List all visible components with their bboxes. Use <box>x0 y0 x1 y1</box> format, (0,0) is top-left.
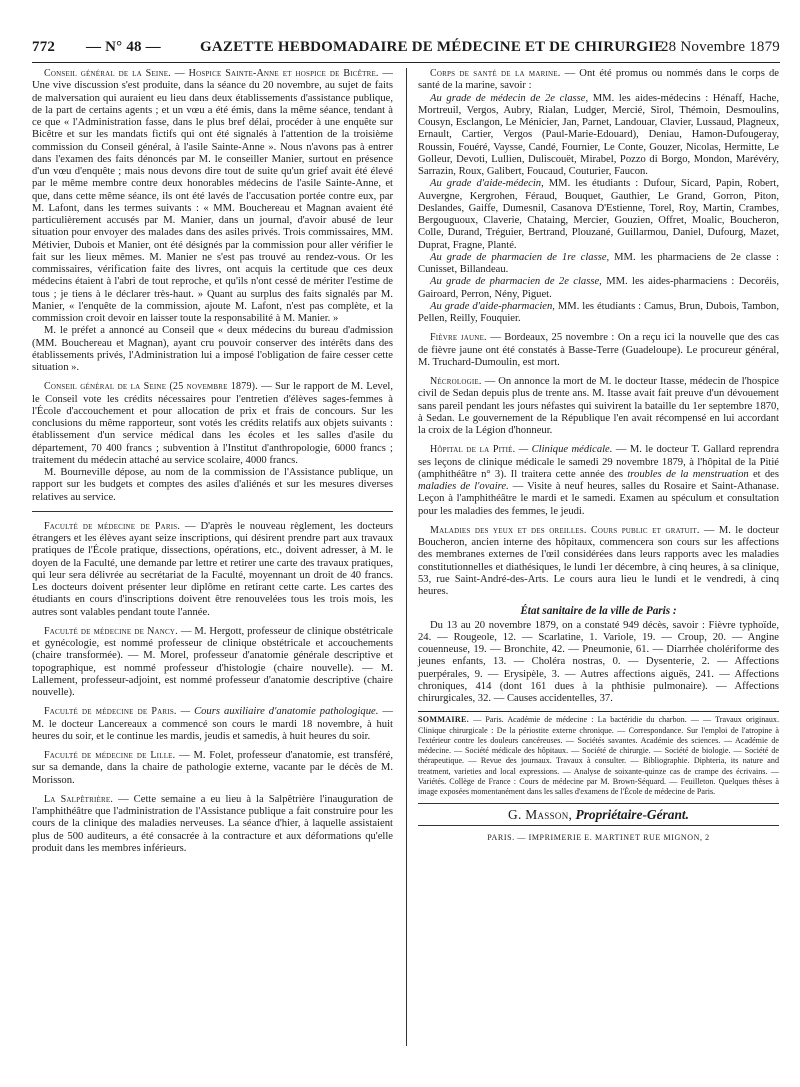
article-label: Faculté de médecine de Paris. <box>44 520 181 532</box>
sommaire <box>418 711 779 797</box>
article-fievre-jaune <box>418 332 779 369</box>
grade-title: Au grade de pharmacien de 1re classe, <box>430 251 610 263</box>
article-label: Faculté de médecine de Paris. <box>44 706 177 718</box>
article-faculte-lille <box>32 750 393 787</box>
article-text: — Une vive discussion s'est produite, dans la séance du 20 novembre, au sujet de faits de malversation qui auraient eu lieu dans deux établissements d'assistance publique, de la part de certains agents ; et un vœu a été émis, dans la même séance, tendant à ce que « l'Administration fasse, dans le plus bref délai, procéder à une enquête sur Bicêtre et sur les mandats fictifs qui ont été signalés à l'attention de la troisième commission du Conseil général, à l'asile Sainte-Anne ». Nous n'avons pas à entrer dans l'examen des faits dénoncés par M. le conseiller Manier, surtout en présence d'un vœu d'enquête ; mais nous devons dire tout de suite qu'un grief avait été élevé par le même membre contre deux honorables médecins de l'asile Sainte-Anne, et que, dans cette même séance, ils ont été lavés de l'accusation portée contre eux, par M. Lafont, dans les termes suivants : « MM. Bouchereau et Magnan avaient été particulièrement accusés par M. Manier, dans un journal, d'avoir abusé de leur situation pour envoyer des malades dans des asiles privés. Trois commissaires, MM. Métivier, Dubois et Manier, ont été désignés par la commission pour aller vérifier le fait sur les lieux mêmes. M. Manier ne s'est pas trouvé au rendez-vous. Or les commissaires, vérification faite des livres, ont acquis la certitude que ces deux médecins étaient à l'abri de tout reproche, et qu'ils n'ont cessé de mériter l'estime de tous ; je tiens à le déclarer très-haut. » Quant au surplus des faits signalés par M. Manier, « l'enquête de la commission, ajoute M. Lafont, n'est pas complète, et la commission croit devoir en laisser toute la responsabilité à M. Manier. » <box>32 68 393 324</box>
etat-sanitaire-text: Du 13 au 20 novembre 1879, on a constaté 949 décès, savoir : Fièvre typhoïde, 24. — Rougeole, 12. — Scarlatine, 1. Variole, 19. — Croup, 20. — Angine couenneuse, 19. — Bronchite, 42. — Pneumonie, 61. — Diarrhée cholériforme des jeunes enfants, 13. — Choléra nostras, 0. — Dysenterie, 2. — Affections puerpérales, 9. — Erysipèle, 3. — Autres affections aiguës, 241. — Affections chroniques, 414 (dont 161 dues à la phthisie pulmonaire). — Affections chirurgicales, 32. — Causes accidentelles, 37. <box>418 619 779 704</box>
article-label: Faculté de médecine de Lille. <box>44 750 176 761</box>
journal-title: GAZETTE HEBDOMADAIRE DE MÉDECINE ET DE CHIRURGIE <box>200 39 665 55</box>
article-emphasis: troubles de la menstruation <box>627 468 749 480</box>
etat-sanitaire-title: État sanitaire de la ville de Paris : <box>520 605 677 618</box>
page-header <box>32 36 780 63</box>
article-text: — M. le docteur T. Gallard reprendra ses leçons de clinique médicale le samedi 29 novembre 1879, à l'hôpital de la Pitié (amphithéâtre n° 3). Il traitera cette année des <box>418 444 779 480</box>
grade-list: MM. les étudiants : Dufour, Sicard, Papin, Robert, Auvergne, Kergrohen, Féraud, Bouquet, Gauthier, Le Grand, Gorron, Piton, Deslandes, Gaiffe, Dumesnil, Casanova D'Estienne, Torel, Roy, Martin, Crambes, Bergouguoux, Claverie, Chataing, Mercier, Gouzien, Offret, Moalic, Boucheron, Colle, Durand, Tréguier, Bertrand, Plouzané, Guillarmou, Daniel, Dufourg, Mazet, Duprat, Fragne, Planté. <box>418 178 779 251</box>
grade-title: Au grade de médecin de 2e classe, <box>430 92 589 104</box>
section-divider <box>32 511 393 512</box>
article-maladies-yeux <box>418 525 779 599</box>
article-emphasis: maladies de l'ovaire. <box>418 481 509 492</box>
sommaire-text: — Paris. Académie de médecine : La bactéridie du charbon. — — Travaux originaux. Clinique chirurgicale : De la périostite externe chronique. — Correspondance. Sur l'emploi de l'atropine à l'extérieur contre les douleurs cancéreuses. — Sociétés savantes. Académie des sciences. — Académie de médecine. — Société médicale des hôpitaux. — Société de chirurgie. — Société de biologie. — Société de thérapeutique. — Revue des journaux. Travaux à consulter. — Bibliographie. Diphteria, its nature and treatment, varieties and local expressions. — Analyse de soixante-quinze cas de crampe des écrivains. — Variétés. Collège de France : Cours de médecine par M. Brown-Séquard. — Feuilleton. Quelques thèses à image exposées momentanément dans les salles d'examens de l'École de médecine de Paris. <box>418 715 779 797</box>
article-faculte-paris-anatomie <box>32 706 393 743</box>
article-conseil-general-hospices <box>32 68 393 374</box>
publisher-signature <box>418 803 779 826</box>
article-text: — Ont été promus ou nommés dans le corps de santé de la marine, savoir : <box>418 68 779 92</box>
article-text: — M. le docteur Boucheron, ancien interne des hôpitaux, commencera son cours sur les affections des membranes externes de l'œil considérées dans leurs rapports avec les maladies constitutionnelles et diathésiques, le lundi 1er décembre, à cinq heures, à sa clinique, 53, rue Saint-André-des-Arts. Le cours aura lieu le lundi et le vendredi, à cinq heures. <box>418 524 780 597</box>
grade-list: MM. les aides-médecins : Hénaff, Hache, Mortreuil, Vergos, Aubry, Rialan, Ludger, Mercié, Sirol, Thémoin, Desmoulins, Cousyn, Esclangon, Le Ménicier, Jan, Parnet, Landouar, Clavier, Lussaud, Plagneux, Ernault, Cartier, Vergos (Paul-Marie-Edouard), Deniau, Hamon-Dufougeray, Roussin, Fouéré, Vaysse, Candé, Fournier, Le Conte, Gouzer, Nicolas, Hermitte, Le Golleur, Devoti, Lullien, Duliscouët, Mirabel, Pozzo di Borgo, Mondon, Marévéry, Sarrazin, Roux, Galibert, Foucaud, Couturier, Faucon. <box>418 92 779 177</box>
article-conseil-general-credits <box>32 381 393 504</box>
publisher-name: G. Masson, <box>508 806 573 822</box>
article-label: Maladies des yeux et des oreilles. Cours public et gratuit. <box>430 524 700 536</box>
article-text: — On annonce la mort de M. le docteur Itasse, médecin de l'hospice civil de Sedan depuis plus de trente ans. M. Itasse avait fait preuve d'un dévouement sans pareil pendant les jours néfastes qui suivirent la bataille du 1er septembre 1870, à Sedan. Le gouvernement de la République l'en avait récompensé en lui accordant la croix de la Légion d'honneur. <box>418 376 779 436</box>
right-column <box>418 68 779 844</box>
article-label: La Salpêtrière. <box>44 793 114 805</box>
column-divider <box>406 68 407 1046</box>
grade-title: Au grade d'aide-médecin, <box>430 178 544 190</box>
article-label: Faculté de médecine de Nancy. <box>44 625 178 637</box>
article-corps-sante-marine <box>418 68 779 325</box>
grade-list: MM. les étudiants : Camus, Brun, Dubois, Tambon, Pellen, Reilly, Fouquier. <box>418 300 779 324</box>
issue-number: — N° 48 — <box>86 39 161 55</box>
article-text: — Bordeaux, 25 novembre : On a reçu ici la nouvelle que des cas de fièvre jaune ont été constatés à Basse-Terre (Guadeloupe). Le procureur général, M. Truchard-Dumoulin, est mort. <box>418 332 780 368</box>
article-label: Nécrologie. <box>430 376 482 387</box>
article-faculte-nancy <box>32 626 393 700</box>
printer-imprint: PARIS. — IMPRIMERIE E. MARTINET RUE MIGNON, 2 <box>487 832 710 842</box>
grade-title: Au grade de pharmacien de 2e classe, <box>430 276 602 288</box>
grade-list: MM. les aides-pharmaciens : Decoréis, Gairoard, Perron, Nény, Piguet. <box>418 276 779 300</box>
publisher-role: Propriétaire-Gérant. <box>575 806 689 822</box>
sommaire-label: SOMMAIRE. <box>418 715 470 725</box>
article-hopital-pitie <box>418 444 779 518</box>
article-salpetriere <box>32 794 393 855</box>
article-text: — Sur le rapport de M. Level, le Conseil vote les crédits nécessaires pour l'entretien d'élèves sages-femmes à l'École d'accouchement et pour allocation de prix et frais de concours. Sur les conclusions du même rapporteur, sont votés les crédits relatifs aux objets suivants : établissement d'un service médical dans les écoles et les salles d'asile du département, 70 400 francs ; subvention à l'Institut d'anthropologie, 6000 francs ; traitement du médecin attaché au service scolaire, 4000 francs. <box>32 381 393 466</box>
article-label: Conseil général de la Seine. — Hospice Sainte-Anne et hospice de Bicêtre. <box>44 68 379 79</box>
newspaper-page <box>32 36 780 1076</box>
article-paragraph: M. Bourneville dépose, au nom de la commission de l'Assistance publique, un rapport sur les budgets et comptes des asiles d'aliénés et sur les mesures diverses relatives au service. <box>32 467 393 503</box>
article-text: et des <box>748 468 779 480</box>
article-label: Hôpital de la Pitié. <box>430 444 516 456</box>
article-label: Conseil général de la Seine (25 novembre 1879). <box>44 381 258 393</box>
article-paragraph: M. le préfet a annoncé au Conseil que « deux médecins du bureau d'admission (MM. Bouchereau et Magnan), ayant cru pouvoir conserver des intérêts dans des établissements privés, l'Administration lui a imposé l'obligation de faire cesser cette situation ». <box>32 325 393 373</box>
article-text: — Cette semaine a eu lieu à la Salpêtrière l'inauguration de l'amphithéâtre que l'administration de l'Assistance publique a fait construire pour les cours de la clinique des maladies nerveuses. La séance d'hier, à laquelle assistaient plus de 500 auditeurs, a été consacrée à la contracture et aux déformations qu'elle produit dans les membres inférieurs. <box>32 793 393 854</box>
page-number: 772 <box>32 39 56 55</box>
article-subtitle: — Cours auxiliaire d'anatomie pathologique. <box>176 706 379 718</box>
article-faculte-paris-reglement <box>32 521 393 619</box>
grade-list: MM. les pharmaciens de 2e classe : Cunisset, Billandeau. <box>418 251 779 275</box>
article-text: — M. Folet, professeur d'anatomie, est transféré, sur sa demande, dans la chaire de pathologie externe, vacante par le décès de M. Morisson. <box>32 750 393 786</box>
grade-title: Au grade d'aide-pharmacien, <box>430 300 555 312</box>
article-text: — M. le docteur Lancereaux a commencé son cours le mardi 18 novembre, à huit heures du soir, et le continue les mardis, jeudis et samedis, à huit heures du soir. <box>32 706 393 742</box>
article-necrologie <box>418 376 779 437</box>
article-label: Corps de santé de la marine. <box>430 68 561 79</box>
article-text: — Visite à neuf heures, salles du Rosaire et Saint-Athanase. Leçon à l'amphithéâtre le mardi et le samedi. Examen au spéculum et consultation pour les maladies des femmes, le jeudi. <box>418 481 779 517</box>
article-subtitle: — Clinique médicale. <box>515 444 613 456</box>
article-label: Fièvre jaune. <box>430 332 487 344</box>
article-text: — D'après le nouveau règlement, les docteurs étrangers et les élèves ayant seize inscriptions, qui désirent prendre part aux travaux pratiques de l'École pratique, dissections, opérations, etc., doivent adresser, à M. le doyen de la Faculté, une demande par lettre et retirer une carte des travaux pratiques, qui leur sera délivrée au secrétariat de la Faculté, moyennant un droit de 40 francs. Les docteurs doivent présenter leur diplôme en retirant cette carte. Les cartes des étudiants en cours d'inscriptions doivent être renouvelées tous les trois mois, les autres sont valables pendant toute l'année. <box>32 520 393 618</box>
issue-date: 28 Novembre 1879 <box>660 39 780 55</box>
article-text: — M. Hergott, professeur de clinique obstétricale et gynécologie, est nommé professeur de clinique obstétricale et accouchements (chaire transformée). — M. Morel, professeur d'anatomie générale descriptive et topographique, est nommé professeur d'histologie (chaire nouvelle). — M. Lallement, professeur-adjoint, est nommé professeur d'anatomie descriptive (chaire nouvelle). <box>32 625 393 698</box>
left-column <box>32 68 393 862</box>
